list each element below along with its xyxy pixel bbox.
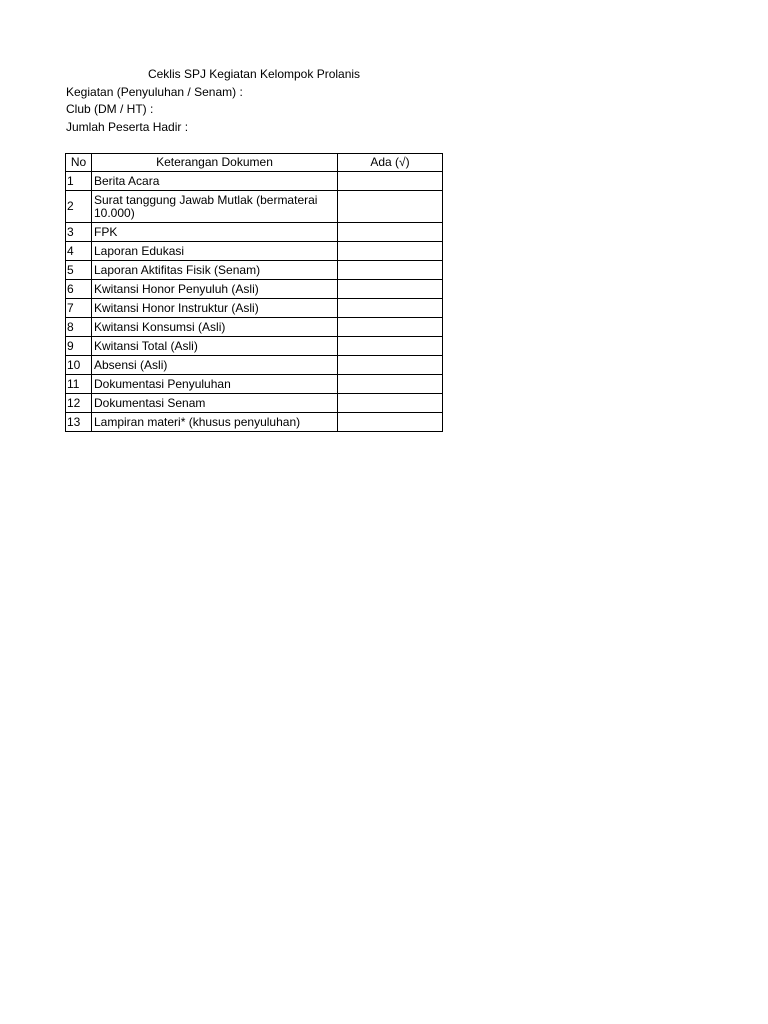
table-row	[66, 337, 443, 356]
row-check-cell	[338, 191, 443, 223]
row-description: Berita Acara	[92, 172, 338, 191]
table-row	[66, 299, 443, 318]
row-description: Kwitansi Honor Instruktur (Asli)	[92, 299, 338, 318]
table-row	[66, 242, 443, 261]
row-no: 2	[66, 191, 92, 223]
row-check-cell	[338, 299, 443, 318]
field-club: Club (DM / HT) :	[66, 102, 154, 116]
table-row	[66, 413, 443, 432]
row-check-cell	[338, 223, 443, 242]
field-kegiatan: Kegiatan (Penyuluhan / Senam) :	[66, 85, 243, 99]
row-no: 6	[66, 280, 92, 299]
row-no: 8	[66, 318, 92, 337]
table-row	[66, 280, 443, 299]
row-check-cell	[338, 172, 443, 191]
header-no: No	[66, 154, 92, 172]
row-description: Laporan Edukasi	[92, 242, 338, 261]
table-row	[66, 223, 443, 242]
row-description: Absensi (Asli)	[92, 356, 338, 375]
row-check-cell	[338, 318, 443, 337]
row-no: 12	[66, 394, 92, 413]
header-check: Ada (√)	[338, 154, 443, 172]
row-check-cell	[338, 242, 443, 261]
row-check-cell	[338, 337, 443, 356]
row-no: 1	[66, 172, 92, 191]
row-no: 3	[66, 223, 92, 242]
row-no: 13	[66, 413, 92, 432]
row-no: 7	[66, 299, 92, 318]
row-check-cell	[338, 413, 443, 432]
row-no: 11	[66, 375, 92, 394]
row-no: 10	[66, 356, 92, 375]
row-description: Kwitansi Konsumsi (Asli)	[92, 318, 338, 337]
table-row	[66, 172, 443, 191]
table-header-row	[66, 154, 443, 172]
row-description: FPK	[92, 223, 338, 242]
row-description: Surat tanggung Jawab Mutlak (bermaterai 10.000)	[92, 191, 338, 223]
header-description: Keterangan Dokumen	[92, 154, 338, 172]
row-description: Dokumentasi Senam	[92, 394, 338, 413]
table-row	[66, 318, 443, 337]
row-check-cell	[338, 356, 443, 375]
table-row	[66, 394, 443, 413]
row-description: Laporan Aktifitas Fisik (Senam)	[92, 261, 338, 280]
row-no: 9	[66, 337, 92, 356]
table-row	[66, 375, 443, 394]
row-check-cell	[338, 280, 443, 299]
row-check-cell	[338, 394, 443, 413]
row-description: Kwitansi Total (Asli)	[92, 337, 338, 356]
row-check-cell	[338, 261, 443, 280]
row-no: 4	[66, 242, 92, 261]
table-row	[66, 356, 443, 375]
row-description: Dokumentasi Penyuluhan	[92, 375, 338, 394]
row-description: Lampiran materi* (khusus penyuluhan)	[92, 413, 338, 432]
row-no: 5	[66, 261, 92, 280]
row-description: Kwitansi Honor Penyuluh (Asli)	[92, 280, 338, 299]
checklist-table	[65, 153, 443, 432]
table-row	[66, 191, 443, 223]
table-row	[66, 261, 443, 280]
row-check-cell	[338, 375, 443, 394]
field-jumlah-peserta: Jumlah Peserta Hadir :	[66, 120, 189, 134]
page-title: Ceklis SPJ Kegiatan Kelompok Prolanis	[147, 67, 361, 81]
